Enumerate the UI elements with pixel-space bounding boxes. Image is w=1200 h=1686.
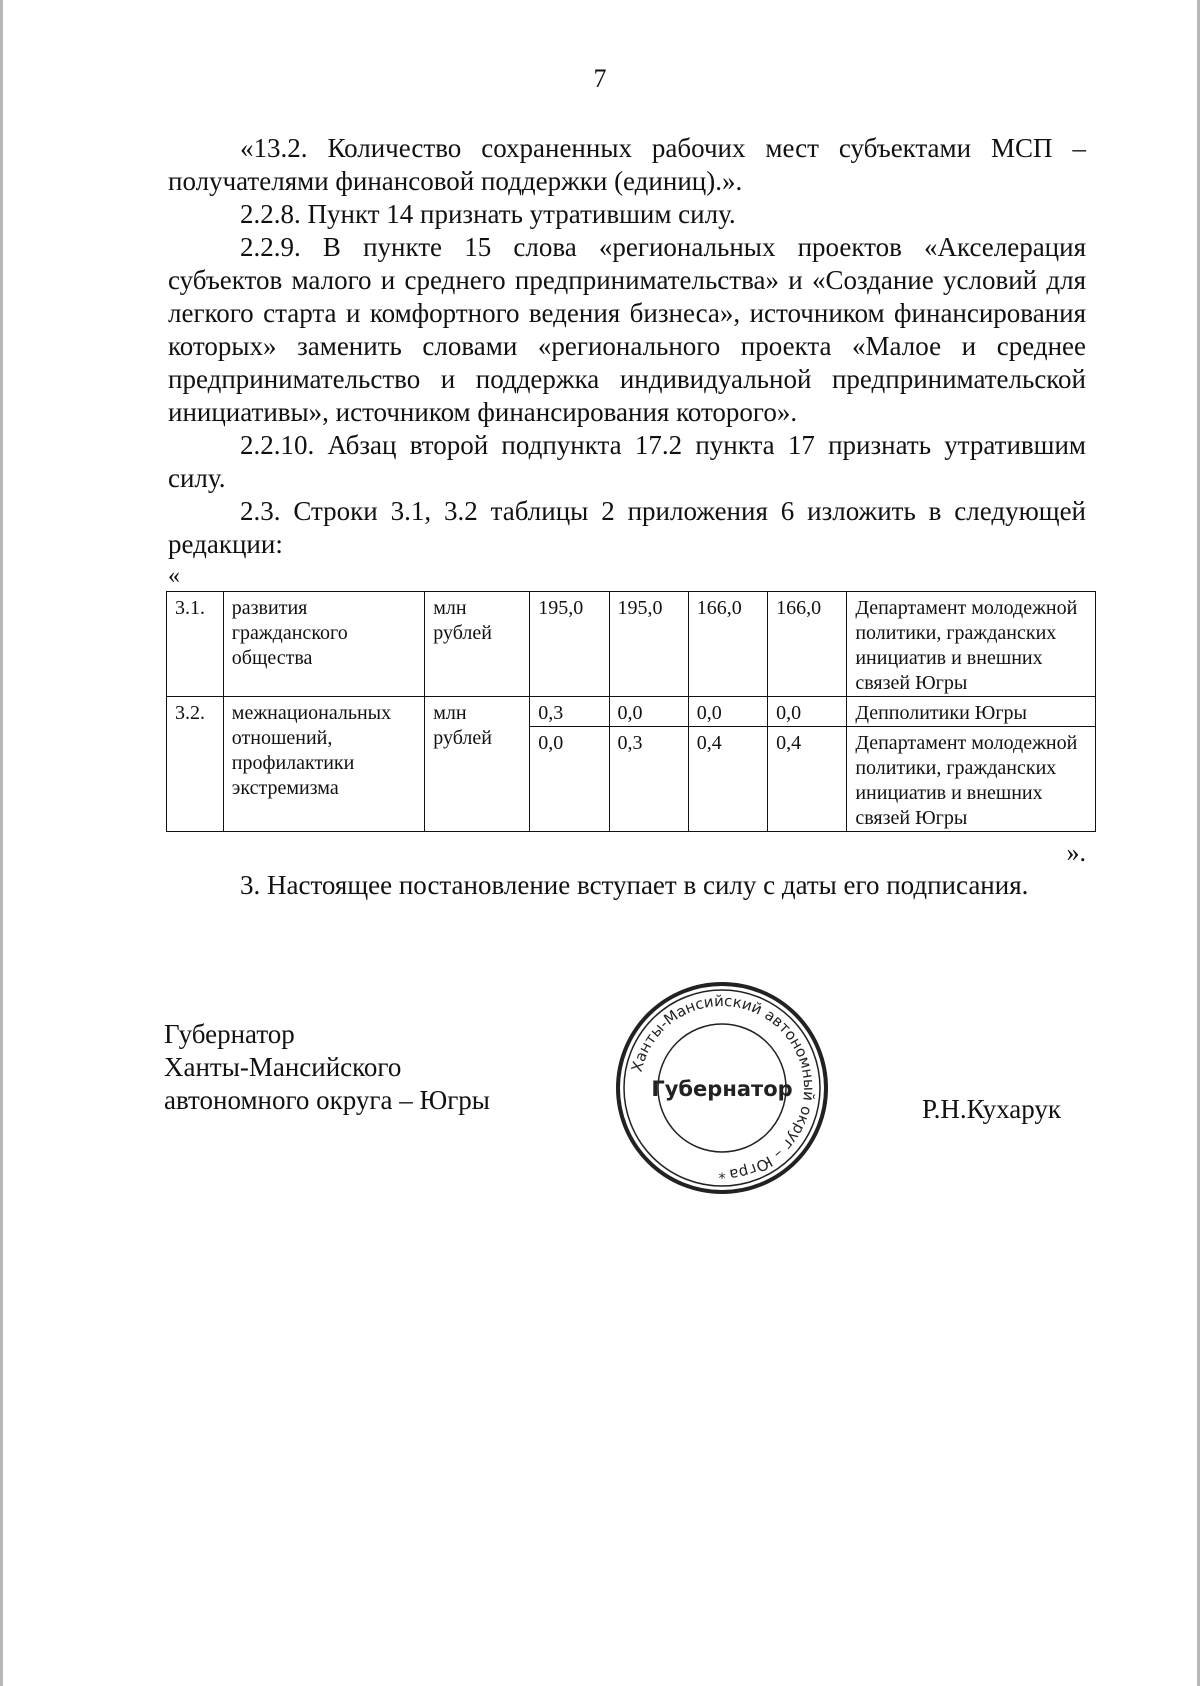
page-number: 7 xyxy=(593,64,607,93)
opening-quote: « xyxy=(168,563,180,589)
value-cell: 166,0 xyxy=(688,592,767,697)
row-unit: млн рублей xyxy=(425,592,530,697)
paragraph-2-3: 2.3. Строки 3.1, 3.2 таблицы 2 приложения 6 изложить в следующей редакции: xyxy=(168,496,1086,559)
responsible-org: Депполитики Югры xyxy=(847,697,1096,727)
seal-ring-text: Ханты-Мансийский автономный округ – Югра xyxy=(627,991,819,1184)
paragraph-13-2: «13.2. Количество сохраненных рабочих мест субъектами МСП – получателями финансовой поддержки (единиц).». xyxy=(168,133,1086,196)
signatory-name: Р.Н.Кухарук xyxy=(922,1094,1062,1124)
closing-quote: ». xyxy=(1066,838,1086,867)
amendment-table xyxy=(166,591,1096,832)
responsible-org: Департамент молодежной политики, гражданских инициатив и внешних связей Югры xyxy=(847,727,1096,832)
row-number: 3.1. xyxy=(167,592,224,697)
paragraph-2-2-8: 2.2.8. Пункт 14 признать утратившим силу. xyxy=(240,199,736,229)
value-cell: 0,3 xyxy=(530,697,609,727)
responsible-org: Департамент молодежной политики, гражданских инициатив и внешних связей Югры xyxy=(847,592,1096,697)
row-name: межнациональных отношений, профилактики экстремизма xyxy=(223,697,424,832)
row-number: 3.2. xyxy=(167,697,224,832)
seal-center-text: Губернатор xyxy=(651,1077,793,1101)
paragraph-2-2-9: 2.2.9. В пункте 15 слова «региональных проектов «Акселерация субъектов малого и среднего предпринимательства» и «Создание условий для легкого старта и комфортного ведения бизнеса», источником финансирования которых» заменить словами «регионального проекта «Малое и среднее предпринимательство и поддержка индивидуальной предпринимательской инициативы», источником финансирования которого». xyxy=(168,232,1086,427)
value-cell: 0,4 xyxy=(688,727,767,832)
table-row xyxy=(167,697,1096,727)
signatory-line-3: автономного округа – Югры xyxy=(164,1085,490,1115)
value-cell: 0,0 xyxy=(530,727,609,832)
row-unit: млн рублей xyxy=(425,697,530,832)
value-cell: 195,0 xyxy=(609,592,688,697)
signatory-line-1: Губернатор xyxy=(164,1019,295,1049)
seal-star: * xyxy=(718,1171,726,1187)
scan-edge-left xyxy=(0,0,3,1686)
paragraph-3: 3. Настоящее постановление вступает в силу с даты его подписания. xyxy=(240,870,1029,900)
signatory-line-2: Ханты-Мансийского xyxy=(164,1052,402,1082)
value-cell: 0,0 xyxy=(609,697,688,727)
signatory-title xyxy=(164,1018,490,1117)
value-cell: 0,4 xyxy=(768,727,847,832)
value-cell: 195,0 xyxy=(530,592,609,697)
row-name: развития гражданского общества xyxy=(223,592,424,697)
value-cell: 0,3 xyxy=(609,727,688,832)
official-seal xyxy=(612,978,832,1198)
document-body xyxy=(168,132,1086,902)
table-row xyxy=(167,592,1096,697)
value-cell: 166,0 xyxy=(768,592,847,697)
value-cell: 0,0 xyxy=(768,697,847,727)
value-cell: 0,0 xyxy=(688,697,767,727)
paragraph-2-2-10: 2.2.10. Абзац второй подпункта 17.2 пункта 17 признать утратившим силу. xyxy=(168,430,1086,493)
